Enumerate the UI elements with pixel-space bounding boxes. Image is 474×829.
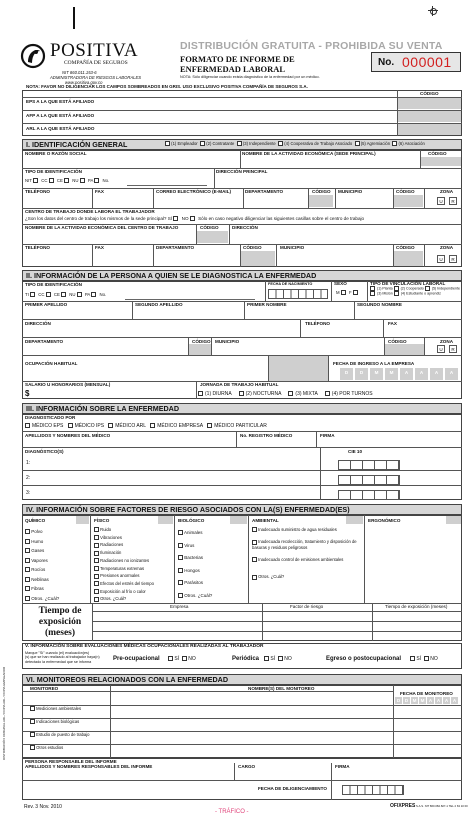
cie-boxes-1[interactable] (338, 460, 400, 470)
registro-medico-label: No. REGISTRO MÉDICO (240, 433, 293, 438)
pa-checkbox-1[interactable] (94, 178, 99, 183)
telefono-label-2: TELÉFONO (25, 245, 51, 250)
medico-arl-checkbox[interactable] (108, 423, 113, 428)
departamento-label-1: DEPARTAMENTO (245, 189, 284, 194)
salario-dollar: $ (25, 389, 30, 398)
departamento-label-3: DEPARTAMENTO (25, 339, 64, 344)
ambiental-item[interactable]: Inadecuado control de emisiones ambientales (252, 557, 362, 562)
quimico-checkbox[interactable] (25, 529, 30, 534)
birth-date-boxes[interactable] (268, 289, 328, 299)
biologico-item[interactable]: Hongos (178, 565, 212, 578)
worker-id-number-field[interactable] (125, 292, 255, 300)
segundo-nombre-label: SEGUNDO NOMBRE (357, 302, 402, 307)
arl-label: ARL A LA QUE ESTÁ AFILIADO (26, 126, 95, 131)
medico-options: MÉDICO EPS MÉDICO IPS MÉDICO ARL MÉDICO EMPRESA MÉDICO PARTICULAR (25, 423, 267, 429)
correo-label: CORREO ELECTRÓNICO (E-MAIL) (156, 189, 232, 194)
sexo-f-checkbox[interactable] (353, 290, 358, 295)
biologico-checkbox[interactable] (178, 580, 183, 585)
employer-id-types: NIT CC CE NU PA No. (25, 178, 110, 183)
quimico-item[interactable]: Otros. ¿Cuál? (25, 594, 59, 604)
ergonomico-label: ERGONÓMICO (368, 518, 401, 523)
brand-sub: COMPAÑÍA DE SEGUROS (64, 60, 128, 66)
otros-estudios-checkbox[interactable] (30, 745, 35, 750)
fecha-diligenciamiento-label: FECHA DE DILIGENCIAMIENTO (258, 786, 327, 791)
diagnosis-note: NOTA: Sólo diligenciar cuando exista diagnóstico de la enfermedad por un médico. (180, 75, 320, 79)
fecha-ingreso-label: FECHA DE INGRESO A LA EMPRESA (333, 361, 415, 366)
section-5-title: V. INFORMACIÓN SOBRE EVALUACIONES MÉDICAS OCUPACIONALES REALIZADAS AL TRABAJADOR (25, 644, 264, 649)
fisico-checkbox[interactable] (94, 527, 99, 532)
centro-label: CENTRO DE TRABAJO DONDE LABORA EL TRABAJADOR (25, 209, 155, 214)
egreso-si-checkbox[interactable] (410, 656, 415, 661)
zona-r-box-3[interactable]: R (449, 345, 457, 353)
medico-eps-checkbox[interactable] (25, 423, 30, 428)
ambiental-checkbox[interactable] (252, 575, 257, 580)
biologicas-checkbox[interactable] (30, 719, 35, 724)
jornada-options: (1) DIURNA (2) NOCTURNA (3) MIXTA (4) POR TURNOS (198, 391, 373, 397)
responsable-label: PERSONA RESPONSABLE DEL INFORME (25, 759, 117, 764)
employer-id-number-field[interactable] (127, 178, 207, 186)
biologico-checkbox[interactable] (178, 543, 183, 548)
codigo-label-6: CÓDIGO (396, 245, 415, 250)
quimico-checkbox[interactable] (25, 567, 30, 572)
registration-mark-left (73, 7, 75, 29)
monitoreo-list (30, 698, 90, 754)
fisico-item[interactable]: Exposición al frío o calor (94, 588, 154, 596)
section-4-title: IV. INFORMACIÓN SOBRE FACTORES DE RIESGO ASOCIADOS CON LA(S) ENFERMEDAD(ES) (26, 505, 350, 514)
ce-checkbox-2[interactable] (61, 292, 66, 297)
fisico-item[interactable]: Temperaturas extremas (94, 565, 154, 573)
eps-label: EPS A LA QUE ESTÁ AFILIADO (26, 99, 95, 104)
ambiental-label: AMBIENTAL (252, 518, 279, 523)
fisico-checkbox[interactable] (94, 543, 99, 548)
diagnosticado-por-label: DIAGNOSTICADO POR (25, 415, 76, 420)
quimico-label: QUÍMICO (25, 518, 46, 523)
section-6-header (22, 674, 462, 685)
vinc-2-checkbox[interactable] (394, 286, 399, 291)
biologico-item[interactable]: Parásitos (178, 577, 212, 590)
fax-label-3: FAX (388, 321, 397, 326)
tiempo-col-label: Tiempo de exposición (meses) (385, 604, 448, 609)
ambiental-item[interactable]: Inadecuado suministro de agua residuales (252, 527, 362, 532)
sexo-label: SEXO (334, 281, 347, 286)
brand-nit: NIT 860.011.153-6 (62, 70, 97, 75)
employer-type-options (165, 141, 425, 146)
fisico-label: FÍSICO (94, 518, 110, 523)
type-option-4[interactable]: (4) Cooperativa de Trabajo Asociado (278, 141, 352, 146)
type-option-2[interactable]: (2) Contratante (200, 141, 234, 146)
quimico-item[interactable]: Vapores (25, 556, 59, 566)
ambiental-list (252, 527, 362, 580)
mediciones-checkbox[interactable] (30, 706, 35, 711)
centro-si-checkbox[interactable] (173, 216, 178, 221)
type-option-5[interactable]: (5) Agremiación (355, 141, 391, 146)
form-title-line2: ENFERMEDAD LABORAL (180, 64, 286, 74)
zona-u-box-2[interactable]: U (437, 255, 445, 263)
section-5-instructions: Marque "Sí" cuando (el) evaluación(es) (s) que se han realizado al trabajador haya(n) detectado la enfermedad que se informa (25, 651, 100, 664)
centro-no-checkbox[interactable] (190, 216, 195, 221)
zona-r-box-1[interactable]: R (449, 197, 457, 205)
brand-web: www.positiva.gov.co (65, 80, 103, 85)
type-5-checkbox[interactable] (355, 141, 360, 146)
cie-boxes-3[interactable] (338, 490, 400, 500)
copy-label: - TRÁFICO - (215, 809, 249, 815)
per-si-no: SÍ NO (264, 656, 292, 662)
quimico-item[interactable]: Neblinas (25, 575, 59, 585)
codigo-label-2: CÓDIGO (312, 189, 331, 194)
municipio-label-1: MUNICIPIO (338, 189, 363, 194)
biologico-checkbox[interactable] (178, 568, 183, 573)
worker-id-types: TI CC CE NU PA No. (25, 292, 107, 297)
per-no-checkbox[interactable] (278, 656, 283, 661)
cc-checkbox-1[interactable] (49, 178, 54, 183)
sexo-m-checkbox[interactable] (341, 290, 346, 295)
fax-label-1: FAX (95, 189, 104, 194)
ambiental-checkbox[interactable] (252, 527, 257, 532)
section-2-header (22, 270, 462, 281)
biologico-item[interactable]: Otros. ¿Cuál? (178, 590, 212, 603)
primer-apellido-label: PRIMER APELLIDO (25, 302, 68, 307)
periodica-row: Periódica (232, 656, 260, 662)
nu-checkbox-2[interactable] (77, 292, 82, 297)
codigo-label-8: CÓDIGO (388, 339, 407, 344)
zona-r-box-2[interactable]: R (449, 255, 457, 263)
fisico-item[interactable]: Ruido (94, 526, 154, 534)
telefono-label-1: TELÉFONO (25, 189, 51, 194)
ambiental-checkbox[interactable] (252, 557, 257, 562)
type-option-1[interactable]: (1) Empleador (165, 141, 198, 146)
razon-social-label: NOMBRE O RAZÓN SOCIAL (25, 151, 87, 156)
ergonomico-area[interactable] (368, 527, 458, 601)
fisico-item[interactable]: Vibraciones (94, 534, 154, 542)
quimico-checkbox[interactable] (25, 548, 30, 553)
biologico-item[interactable]: Animales (178, 527, 212, 540)
vinculacion-options: (1) Planta (2) Cooperado (5) Independiente (3) Misión (4) Estudiante o aprendiz (370, 286, 460, 297)
direccion-principal-label: DIRECCIÓN PRINCIPAL (216, 169, 268, 174)
section-4-header (22, 504, 462, 515)
section-2-title: II. INFORMACIÓN DE LA PERSONA A QUIEN SE LE DIAGNOSTICA LA ENFERMEDAD (26, 271, 317, 280)
firma-medico-label: FIRMA (320, 433, 335, 438)
fecha-monitoreo-boxes[interactable]: D D M M A A A A (396, 698, 457, 703)
per-si-checkbox[interactable] (264, 656, 269, 661)
fisico-item[interactable]: Otros. ¿Cuál? (94, 595, 154, 603)
biologico-item[interactable]: Bacterias (178, 552, 212, 565)
diagnosticos-label: DIAGNÓSTICO(S) (25, 449, 64, 454)
primer-nombre-label: PRIMER NOMBRE (247, 302, 287, 307)
fisico-item[interactable]: Presiones anormales (94, 572, 154, 580)
medico-ips-checkbox[interactable] (68, 423, 73, 428)
form-number-box (371, 52, 461, 72)
form-title-line1: FORMATO DE INFORME DE (180, 54, 295, 64)
quimico-item[interactable]: Humo (25, 537, 59, 547)
ambiental-item[interactable]: Otros. ¿Cuál? (252, 574, 362, 579)
pre-ocupacional-row: Pre-ocupacional (113, 656, 160, 662)
centro-question: ¿Son los datos del centro de trabajo los mismos de la sede principal? SÍ NO Sólo en caso negativo diligenciar las siguientes casillas sobre el centro de trabajo (25, 216, 365, 221)
zona-label-1: ZONA (440, 189, 454, 194)
codigo-label-4: CÓDIGO (200, 225, 219, 230)
fisico-list (94, 526, 154, 603)
factor-col-label: Factor de riesgo (290, 604, 324, 609)
monitoreo-col-label: MONITOREO (30, 686, 59, 691)
zona-u-box-3[interactable]: U (437, 345, 445, 353)
monitoreo-item[interactable]: Indicaciones biológicas (30, 715, 90, 728)
biologico-item[interactable]: Virus (178, 540, 212, 553)
sexo-options: M F (336, 290, 360, 296)
apellidos-responsable-label: APELLIDOS Y NOMBRES RESPONSABLES DEL INFORME (25, 764, 153, 769)
tipo-id-label-2: TIPO DE IDENTIFICACIÓN (25, 282, 82, 287)
firma-responsable-label: FIRMA (335, 764, 350, 769)
form-number-label: No. (378, 57, 395, 68)
jornada-turnos-checkbox[interactable] (325, 391, 330, 396)
jornada-label: JORNADA DE TRABAJO HABITUAL (200, 382, 279, 387)
monitoreo-item[interactable]: Estudio de puesto de trabajo (30, 728, 90, 741)
ingreso-date-boxes[interactable]: D D M M A A A A (340, 368, 458, 380)
form-number-value: 000001 (402, 54, 452, 70)
fisico-item[interactable]: Efectos del estrés del tiempo (94, 580, 154, 588)
type-1-checkbox[interactable] (165, 141, 170, 146)
side-distribution-note: DISTRIBUCIÓN: ORIGINAL ARL / COPIA ARL / COPIA EMPLEADOR (2, 666, 6, 760)
departamento-label-2: DEPARTAMENTO (156, 245, 195, 250)
medico-empresa-checkbox[interactable] (150, 423, 155, 428)
egreso-si-no: SÍ NO (410, 656, 438, 662)
fisico-checkbox[interactable] (94, 535, 99, 540)
type-2-checkbox[interactable] (200, 141, 205, 146)
tipo-vinculacion-label: TIPO DE VINCULACIÓN LABORAL (370, 281, 446, 286)
quimico-checkbox[interactable] (25, 596, 30, 601)
ce-checkbox-1[interactable] (64, 178, 69, 183)
affiliation-code-header: CÓDIGO (420, 91, 439, 96)
actividad-centro-label: NOMBRE DE LA ACTIVIDAD ECONÓMICA DEL CENTRO DE TRABAJO (25, 225, 179, 230)
quimico-list (25, 527, 59, 603)
biologico-list (178, 527, 212, 602)
codigo-label-3: CÓDIGO (396, 189, 415, 194)
vinc-5-checkbox[interactable] (425, 286, 430, 291)
ambiental-item[interactable]: Inadecuada recolección, tratamiento y disposición de basuras y residuos peligrosos (252, 539, 357, 550)
section-6-title: VI. MONITOREOS RELACIONADOS CON LA ENFERMEDAD (26, 675, 229, 684)
biologico-checkbox[interactable] (178, 555, 183, 560)
zona-label-2: ZONA (440, 245, 454, 250)
municipio-label-3: MUNICIPIO (215, 339, 240, 344)
diag-num-1: 1: (26, 460, 31, 466)
zona-label-3: ZONA (440, 339, 454, 344)
monitoreo-item[interactable]: Otros estudios (30, 741, 90, 754)
pre-no-checkbox[interactable] (182, 656, 187, 661)
fisico-checkbox[interactable] (94, 597, 99, 602)
printer-info: S.A.S. NIT 860.082.827-1 TEL 2 63 10 00 (416, 804, 468, 808)
biologico-checkbox[interactable] (178, 530, 183, 535)
quimico-item[interactable]: Rocíos (25, 565, 59, 575)
quimico-item[interactable]: Fibras (25, 584, 59, 594)
pa-checkbox-2[interactable] (91, 292, 96, 297)
ti-checkbox[interactable] (30, 292, 35, 297)
tiempo-exposicion-title: Tiempo de exposición (meses) (38, 606, 82, 638)
jornada-mixta-checkbox[interactable] (288, 391, 293, 396)
type-option-3[interactable]: (3) Independiente (237, 141, 276, 146)
registration-mark-right (428, 6, 438, 16)
biologico-label: BIOLÓGICO (178, 518, 205, 523)
quimico-checkbox[interactable] (25, 586, 30, 591)
diag-num-2: 2: (26, 475, 31, 481)
fisico-checkbox[interactable] (94, 581, 99, 586)
medico-particular-checkbox[interactable] (207, 423, 212, 428)
type-6-checkbox[interactable] (392, 141, 397, 146)
direccion-centro-label: DIRECCIÓN (232, 225, 258, 230)
tipo-id-label-1: TIPO DE IDENTIFICACIÓN (25, 169, 82, 174)
diag-num-3: 3: (26, 490, 31, 496)
cie-boxes-2[interactable] (338, 475, 400, 485)
direccion-label-2: DIRECCIÓN (25, 321, 51, 326)
fisico-checkbox[interactable] (94, 566, 99, 571)
quimico-item[interactable]: Polvo (25, 527, 59, 537)
revision-label: Rev. 3 Nov. 2010 (24, 804, 62, 810)
fisico-checkbox[interactable] (94, 558, 99, 563)
cie10-label: CIE 10 (348, 449, 363, 454)
codigo-label-5: CÓDIGO (243, 245, 262, 250)
segundo-apellido-label: SEGUNDO APELLIDO (135, 302, 183, 307)
vinc-3-checkbox[interactable] (370, 291, 375, 296)
fecha-monitoreo-label: FECHA DE MONITOREO (400, 691, 453, 696)
brand-name: POSITIVA (50, 40, 139, 61)
jornada-diurna-checkbox[interactable] (198, 391, 203, 396)
fisico-item[interactable]: Radiaciones (94, 541, 154, 549)
salario-label: SALARIO U HONORARIOS (MENSUAL) (25, 382, 111, 387)
telefono-label-3: TELÉFONO (305, 321, 331, 326)
fisico-checkbox[interactable] (94, 589, 99, 594)
type-4-checkbox[interactable] (278, 141, 283, 146)
fisico-checkbox[interactable] (94, 551, 99, 556)
cargo-label: CARGO (238, 764, 256, 769)
quimico-checkbox[interactable] (25, 539, 30, 544)
afp-label: AFP A LA QUE ESTÁ AFILIADO (26, 113, 95, 118)
monitoreo-item[interactable]: Mediciones ambientales (30, 702, 90, 715)
type-3-checkbox[interactable] (237, 141, 242, 146)
pre-si-no: SÍ NO (168, 656, 196, 662)
apellidos-medico-label: APELLIDOS Y NOMBRES DEL MÉDICO (25, 433, 111, 438)
nu-checkbox-1[interactable] (80, 178, 85, 183)
nit-checkbox[interactable] (33, 178, 38, 183)
puesto-checkbox[interactable] (30, 732, 35, 737)
type-option-6[interactable]: (6) Asociación (392, 141, 424, 146)
empresa-col-label: Empresa (170, 604, 189, 609)
section-1-title: I. IDENTIFICACIÓN GENERAL (26, 140, 128, 149)
fisico-item[interactable]: Iluminación (94, 549, 154, 557)
ocupacion-label: OCUPACIÓN HABITUAL (25, 361, 78, 366)
fisico-checkbox[interactable] (94, 574, 99, 579)
brand-admin: ADMINISTRADORA DE RIESGOS LABORALES (50, 75, 142, 80)
nombre-monitoreo-label: NOMBRE(S) DEL MONITOREO (248, 686, 315, 691)
section-3-header (22, 403, 462, 414)
fax-label-2: FAX (95, 245, 104, 250)
vinc-1-checkbox[interactable] (370, 286, 375, 291)
printer-name: OFIXPRES (390, 803, 416, 809)
codigo-label-7: CÓDIGO (192, 339, 211, 344)
actividad-label: NOMBRE DE LA ACTIVIDAD ECONÓMICA (SEDE PRINCIPAL) (242, 151, 376, 156)
quimico-checkbox[interactable] (25, 577, 30, 582)
egreso-row: Egreso o postocupacional (326, 656, 402, 662)
section-3-title: III. INFORMACIÓN SOBRE LA ENFERMEDAD (26, 404, 180, 413)
zona-u-box-1[interactable]: U (437, 197, 445, 205)
positiva-emblem-icon (20, 42, 46, 70)
fisico-item[interactable]: Radiaciones no ionizantes (94, 557, 154, 565)
vinc-4-checkbox[interactable] (394, 291, 399, 296)
gray-fields-note: NOTA: FAVOR NO DILIGENCIAR LOS CAMPOS SOMBREADOS EN GRIS. USO EXCLUSIVO POSITIVA COMPAÑÍA DE SEGUROS S.A. (26, 84, 308, 89)
municipio-label-2: MUNICIPIO (280, 245, 305, 250)
quimico-item[interactable]: Gases (25, 546, 59, 556)
fecha-nacimiento-label: FECHA DE NACIMIENTO (268, 282, 313, 286)
egreso-no-checkbox[interactable] (424, 656, 429, 661)
codigo-label-1: CÓDIGO (428, 151, 447, 156)
biologico-checkbox[interactable] (178, 593, 183, 598)
fecha-dil-boxes[interactable] (342, 785, 404, 795)
free-distribution-banner: DISTRIBUCIÓN GRATUITA - PROHIBIDA SU VENTA (180, 40, 443, 52)
quimico-checkbox[interactable] (25, 558, 30, 563)
pre-si-checkbox[interactable] (168, 656, 173, 661)
cc-checkbox-2[interactable] (46, 292, 51, 297)
jornada-nocturna-checkbox[interactable] (239, 391, 244, 396)
